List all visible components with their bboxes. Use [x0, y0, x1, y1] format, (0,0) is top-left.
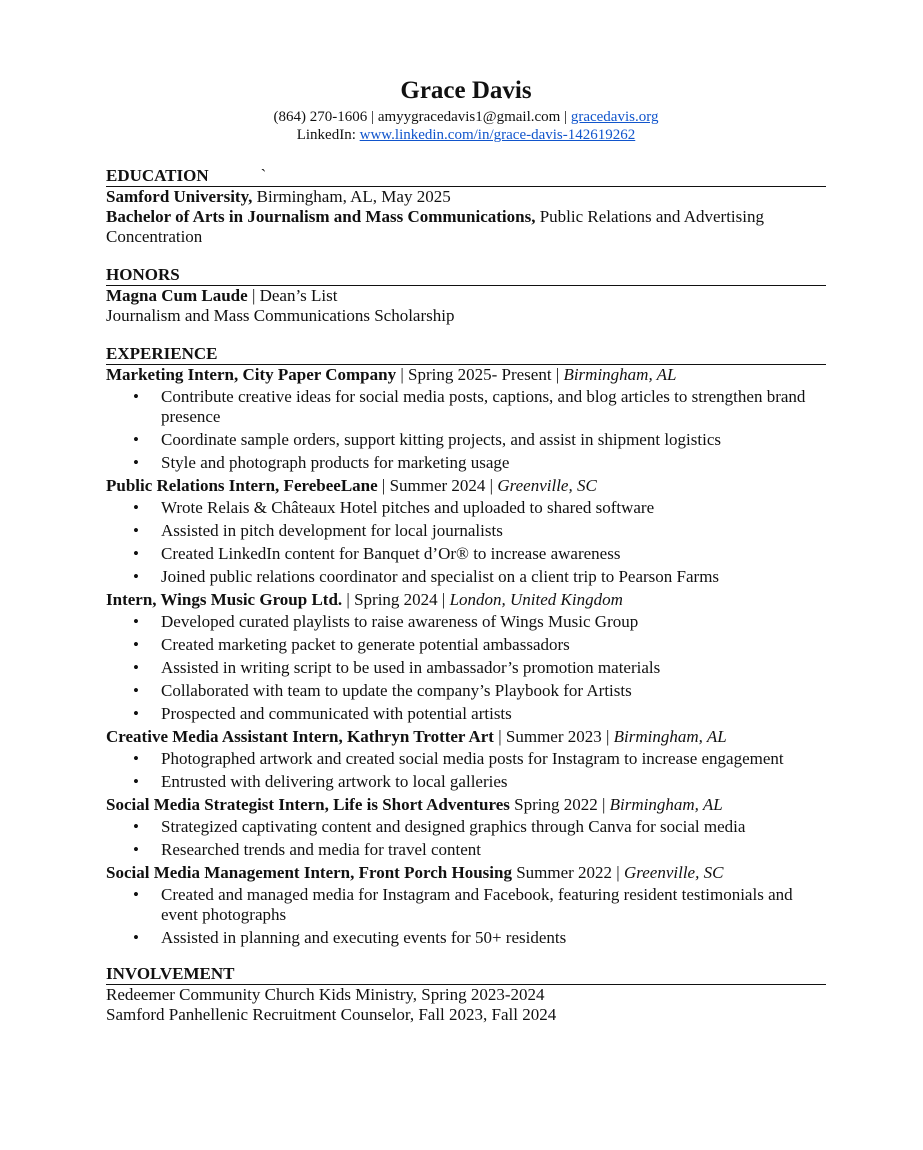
school-line — [106, 187, 826, 207]
honors-section — [106, 265, 826, 326]
job-header — [106, 590, 826, 610]
email-address: amyygracedavis1@gmail.com — [377, 109, 561, 125]
job-title: Creative Media Assistant Intern, Kathryn Trotter Art — [106, 727, 494, 746]
resume-page — [106, 74, 826, 1025]
stray-mark: ` — [260, 166, 267, 185]
job-term: | Spring 2025- Present | — [396, 365, 564, 384]
phone-number: (864) 270-1606 — [273, 109, 368, 125]
school-detail: Birmingham, AL, May 2025 — [252, 187, 451, 206]
section-heading-experience: EXPERIENCE — [106, 344, 826, 365]
section-heading-honors: HONORS — [106, 265, 826, 286]
job-title: Intern, Wings Music Group Ltd. — [106, 590, 343, 609]
job-location: Birmingham, AL — [563, 365, 677, 384]
job-term: | Summer 2023 | — [493, 727, 614, 746]
bullet-item: • Created and managed media for Instagram and Facebook, featuring resident testimonials and event photographs — [161, 885, 826, 925]
job-location: Greenville, SC — [623, 863, 724, 882]
job-bullets — [106, 612, 826, 724]
job-term: | Summer 2024 | — [377, 476, 498, 495]
bullet-item: • Assisted in writing script to be used in ambassador’s promotion materials — [161, 658, 826, 678]
job-term: Spring 2022 | — [509, 795, 610, 814]
job-entry — [106, 590, 826, 724]
bullet-item: • Contribute creative ideas for social media posts, captions, and blog articles to strengthen brand presence — [161, 387, 826, 427]
job-term: Summer 2022 | — [511, 863, 624, 882]
website-link[interactable]: gracedavis.org — [570, 109, 659, 125]
job-bullets — [106, 387, 826, 473]
job-header — [106, 863, 826, 883]
job-entry — [106, 863, 826, 948]
job-entry — [106, 727, 826, 792]
section-heading-involvement: INVOLVEMENT — [106, 964, 826, 985]
job-title: Social Media Strategist Intern, Life is Short Adventures — [106, 795, 510, 814]
linkedin-label: LinkedIn: — [296, 127, 360, 143]
job-header — [106, 365, 826, 385]
school-name: Samford University, — [106, 187, 253, 206]
bullet-item: • Prospected and communicated with potential artists — [161, 704, 826, 724]
honors-line — [106, 286, 826, 306]
job-title: Marketing Intern, City Paper Company — [106, 365, 397, 384]
involvement-section — [106, 964, 826, 1025]
bullet-item: • Created LinkedIn content for Banquet d’Or® to increase awareness — [161, 544, 826, 564]
separator: | — [560, 109, 571, 125]
bullet-item: • Created marketing packet to generate potential ambassadors — [161, 635, 826, 655]
separator: | — [367, 109, 378, 125]
contact-line — [106, 108, 826, 126]
job-location: London, United Kingdom — [449, 590, 623, 609]
job-bullets — [106, 885, 826, 948]
degree-detail: Public Relations and Advertising Concentration — [106, 207, 764, 246]
bullet-item: • Researched trends and media for travel content — [161, 840, 826, 860]
job-header — [106, 476, 826, 496]
job-bullets — [106, 817, 826, 860]
linkedin-link[interactable]: www.linkedin.com/in/grace-davis-142619262 — [359, 127, 636, 143]
job-entry — [106, 795, 826, 860]
involvement-item: Samford Panhellenic Recruitment Counselor, Fall 2023, Fall 2024 — [106, 1005, 557, 1024]
bullet-item: • Assisted in pitch development for local journalists — [161, 521, 826, 541]
scholarship-line: Journalism and Mass Communications Scholarship — [106, 306, 455, 325]
linkedin-line — [106, 126, 826, 144]
honor-rest: | Dean’s List — [247, 286, 338, 305]
candidate-name: Grace Davis — [400, 77, 532, 104]
bullet-item: • Assisted in planning and executing events for 50+ residents — [161, 928, 826, 948]
bullet-item: • Style and photograph products for marketing usage — [161, 453, 826, 473]
section-heading-education: EDUCATION ` — [106, 166, 826, 187]
bullet-item: • Strategized captivating content and designed graphics through Canva for social media — [161, 817, 826, 837]
bullet-item: • Wrote Relais & Châteaux Hotel pitches and uploaded to shared software — [161, 498, 826, 518]
job-header — [106, 795, 826, 815]
job-entry — [106, 476, 826, 587]
bullet-item: • Entrusted with delivering artwork to local galleries — [161, 772, 826, 792]
job-bullets — [106, 749, 826, 792]
bullet-item: • Coordinate sample orders, support kitting projects, and assist in shipment logistics — [161, 430, 826, 450]
bullet-item: • Collaborated with team to update the company’s Playbook for Artists — [161, 681, 826, 701]
bullet-item: • Developed curated playlists to raise awareness of Wings Music Group — [161, 612, 826, 632]
honor-main: Magna Cum Laude — [106, 286, 248, 305]
job-location: Birmingham, AL — [613, 727, 727, 746]
job-header — [106, 727, 826, 747]
degree-name: Bachelor of Arts in Journalism and Mass Communications, — [106, 207, 536, 226]
job-title: Public Relations Intern, FerebeeLane — [106, 476, 378, 495]
job-bullets — [106, 498, 826, 587]
bullet-item: • Photographed artwork and created social media posts for Instagram to increase engagement — [161, 749, 826, 769]
education-section — [106, 166, 826, 247]
job-entry — [106, 365, 826, 473]
involvement-item: Redeemer Community Church Kids Ministry, Spring 2023-2024 — [106, 985, 545, 1004]
experience-section — [106, 344, 826, 948]
degree-line — [106, 207, 826, 247]
job-title: Social Media Management Intern, Front Porch Housing — [106, 863, 512, 882]
job-location: Birmingham, AL — [609, 795, 723, 814]
bullet-item: • Joined public relations coordinator and specialist on a client trip to Pearson Farms — [161, 567, 826, 587]
job-location: Greenville, SC — [497, 476, 597, 495]
job-term: | Spring 2024 | — [342, 590, 450, 609]
job-list — [106, 365, 826, 948]
